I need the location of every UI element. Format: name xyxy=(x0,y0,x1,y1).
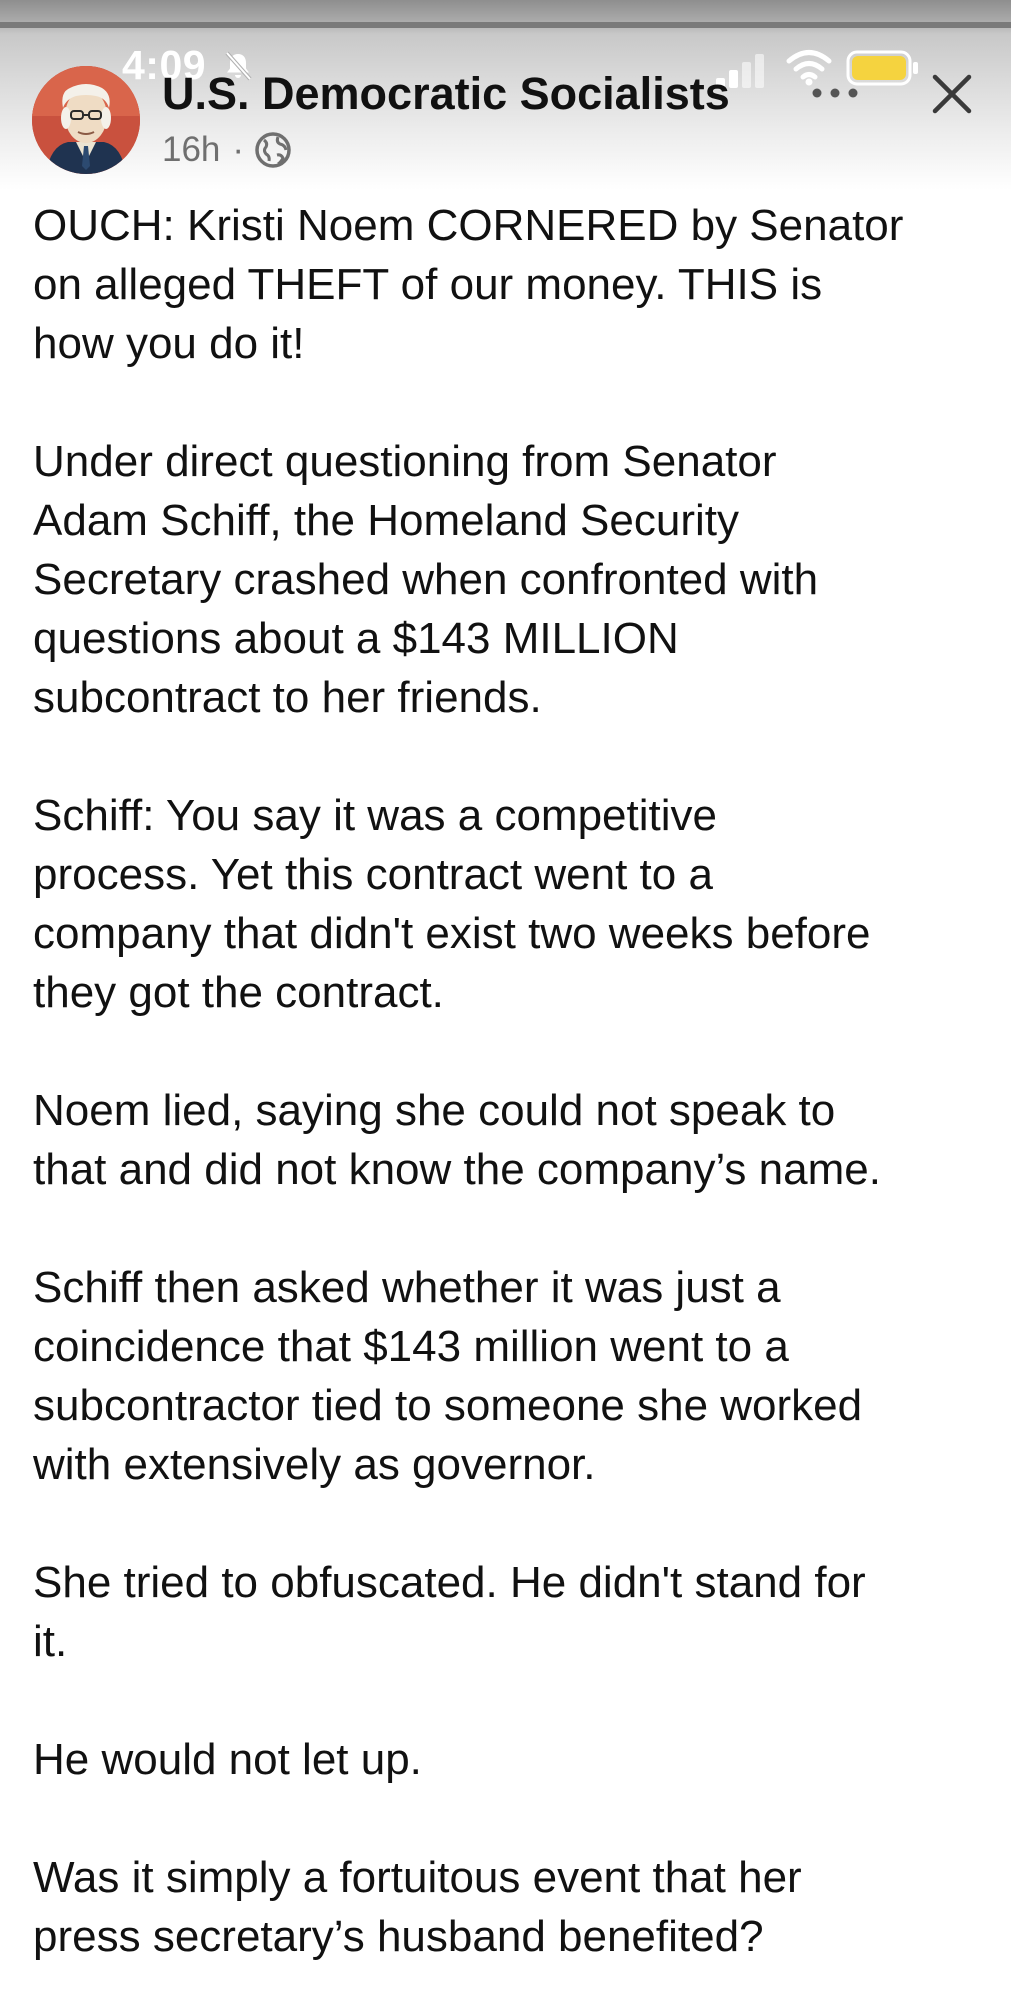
post-paragraph: Was it simply a fortuitous event that her press secretary’s husband benefited? xyxy=(33,1853,802,1961)
meta-separator: · xyxy=(232,130,245,169)
more-options-icon[interactable] xyxy=(808,80,862,106)
post-paragraph: Under direct questioning from Senator Adam Schiff, the Homeland Security Secretary crashed when confronted with questions about a $143 MILLION subcontract to her friends. xyxy=(33,437,819,722)
post-age[interactable]: 16h xyxy=(162,130,221,169)
post-paragraph: Noem lied, saying she could not speak to that and did not know the company’s name. xyxy=(33,1086,881,1194)
top-divider xyxy=(0,22,1011,28)
globe-icon xyxy=(254,131,292,169)
post-paragraph: OUCH: Kristi Noem CORNERED by Senator on alleged THEFT of our money. THIS is how you do it! xyxy=(33,201,904,368)
post-body xyxy=(33,196,993,1966)
close-icon[interactable] xyxy=(928,70,976,118)
page-avatar[interactable] xyxy=(32,66,140,174)
post-meta xyxy=(162,128,292,172)
post-paragraph: He would not let up. xyxy=(33,1735,422,1784)
page-name[interactable]: U.S. Democratic Socialists xyxy=(162,68,730,119)
status-time: 4:09 xyxy=(122,42,207,88)
post-paragraph: Schiff: You say it was a competitive process. Yet this contract went to a company that didn't exist two weeks before they got the contract. xyxy=(33,791,871,1017)
post-paragraph: She tried to obfuscated. He didn't stand for it. xyxy=(33,1558,866,1666)
post-paragraph: Schiff then asked whether it was just a coincidence that $143 million went to a subcontractor tied to someone she worked with extensively as governor. xyxy=(33,1263,863,1489)
